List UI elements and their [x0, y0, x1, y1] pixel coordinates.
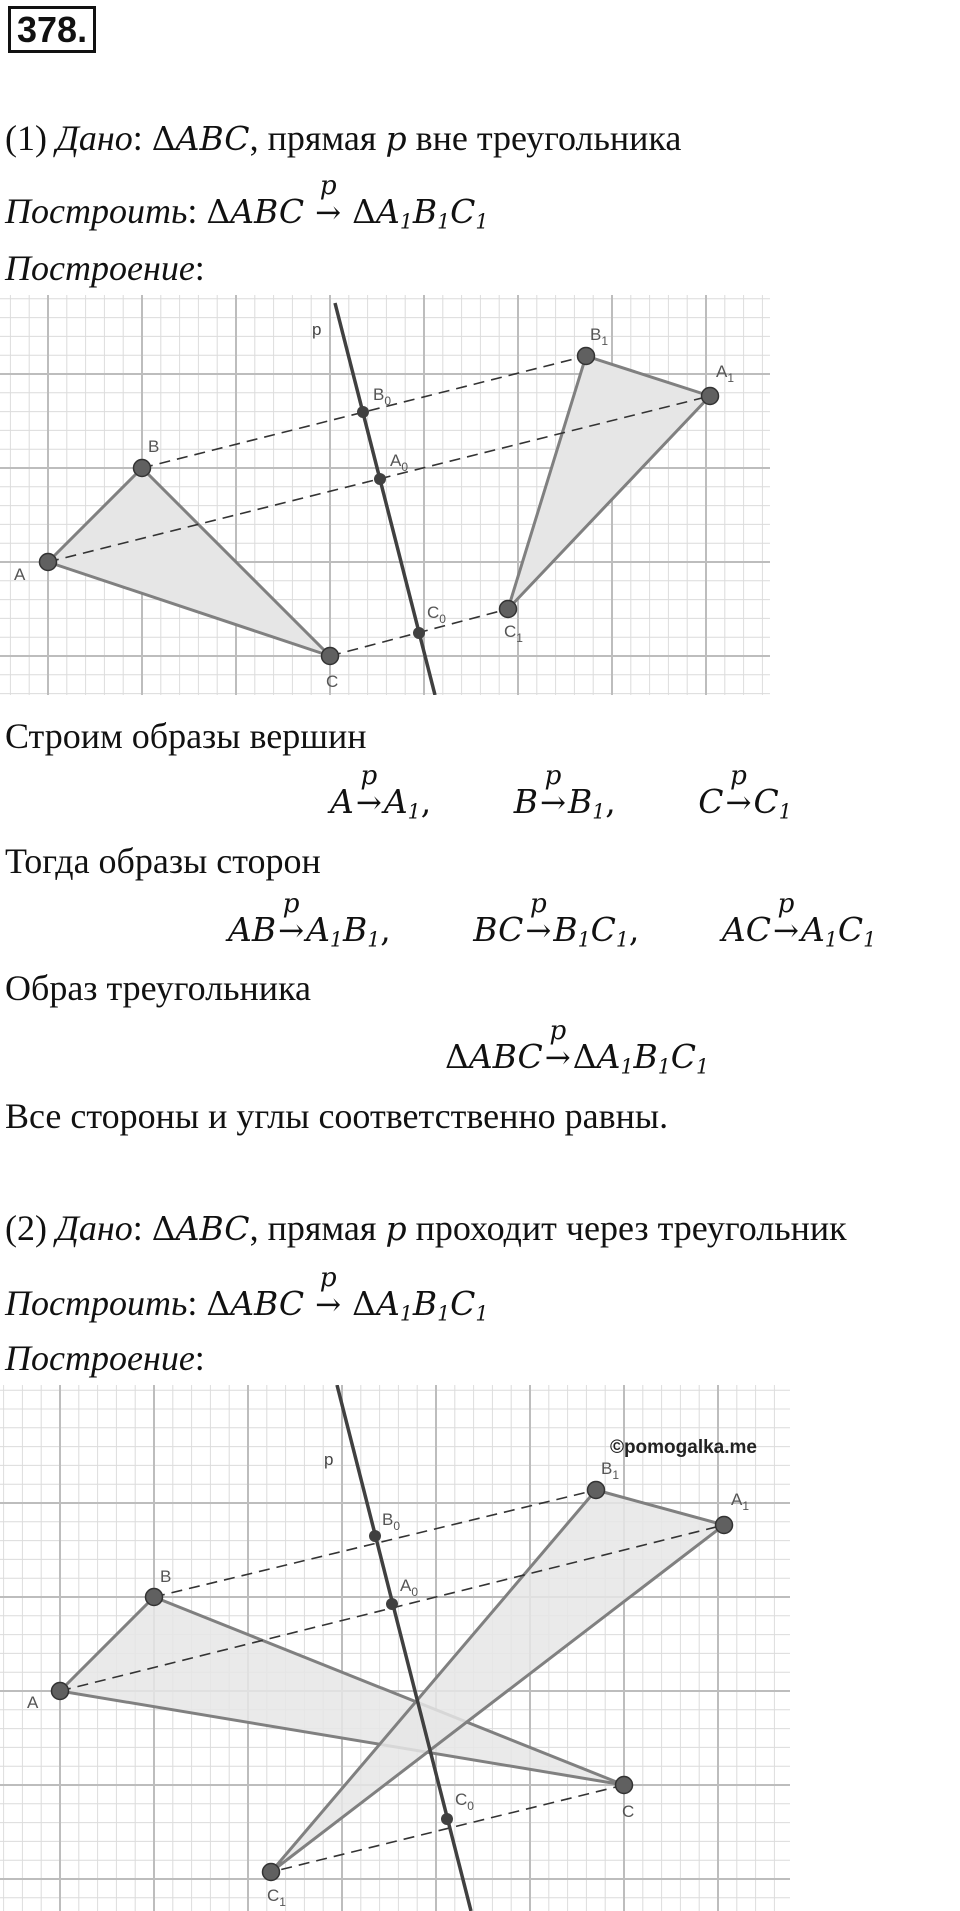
side-mappings: AB→ p $A_1B_1$, BC→ p $B_1C_1$, AC→ p $A_1C_1$	[228, 888, 877, 952]
svg-text:B1: $B_1$	[590, 325, 609, 348]
svg-text:A1: $A_1$	[731, 1490, 750, 1513]
svg-text:A1: $A_1$	[716, 362, 735, 385]
svg-text:A: A	[27, 1693, 39, 1712]
point-a0	[374, 473, 386, 485]
svg-text:A0: $A_0$	[400, 1576, 419, 1599]
triangle-a1b1c1	[508, 356, 710, 609]
svg-text:C1: $C_1$	[504, 622, 523, 645]
point-b1-2	[588, 1482, 605, 1499]
point-a1	[702, 388, 719, 405]
point-b0	[357, 406, 369, 418]
text-sides: Тогда образы сторон	[5, 841, 321, 881]
figure-2	[0, 1385, 790, 1911]
triangle-mapping: ΔABC→ p $\Delta A_1B_1C_1$	[445, 1015, 710, 1079]
point-a0-2	[386, 1598, 398, 1610]
svg-text:C: C	[622, 1802, 635, 1821]
part2-given-line: (2) Дано: ΔABC, прямая p проходит через треугольник	[5, 1208, 847, 1248]
point-b0-2	[369, 1530, 381, 1542]
label-p-2: p	[324, 1450, 334, 1469]
point-c0-2	[441, 1813, 453, 1825]
part2-build-line: Построить: ΔABC → p $\Delta A_1B_1C_1$	[5, 1262, 489, 1326]
text-triangle: Образ треугольника	[5, 968, 311, 1008]
point-c1-2	[263, 1864, 280, 1881]
part1-given-triangle: ΔABC	[151, 119, 250, 158]
label-p: p	[312, 320, 322, 339]
svg-text:C1: $C_1$	[267, 1886, 286, 1909]
problem-number: 378.	[8, 6, 96, 53]
point-c1	[500, 601, 517, 618]
point-a1-2	[716, 1517, 733, 1534]
figure-1	[0, 295, 770, 695]
svg-text:B: B	[160, 1567, 172, 1586]
point-b-2	[146, 1589, 163, 1606]
part1-build-line: Построить: ΔABC → p $\Delta A_1B_1C_1$	[5, 170, 489, 234]
point-a-2	[52, 1683, 69, 1700]
line-p-2	[337, 1385, 471, 1911]
part2-construct-label: Построение:	[5, 1338, 205, 1378]
svg-text:C0: $C_0$	[455, 1790, 474, 1813]
point-a	[40, 554, 57, 571]
vertex-mappings: A→ p $A_1$, B→ p $B_1$, C→ p $C_1$	[330, 760, 792, 824]
svg-text:B: B	[148, 437, 160, 456]
part1-given-line: (1) Дано: ΔABC, прямая p вне треугольника	[5, 118, 682, 158]
point-b1	[578, 348, 595, 365]
svg-text:B1: $B_1$	[601, 1459, 620, 1482]
point-c	[322, 648, 339, 665]
point-c-2	[616, 1777, 633, 1794]
svg-text:A0: $A_0$	[390, 451, 409, 474]
point-c0	[413, 627, 425, 639]
svg-text:C: C	[326, 672, 339, 691]
svg-text:B0: $B_0$	[373, 385, 392, 408]
part1-construct-label: Построение:	[5, 248, 205, 288]
point-b	[134, 460, 151, 477]
watermark: ©pomogalka.me	[609, 1437, 757, 1458]
text-vertices: Строим образы вершин	[5, 716, 367, 756]
svg-text:C0: $C_0$	[427, 603, 446, 626]
text-conclusion: Все стороны и углы соответственно равны.	[5, 1096, 669, 1136]
svg-text:A: A	[14, 565, 26, 584]
svg-text:B0: $B_0$	[382, 1510, 401, 1533]
